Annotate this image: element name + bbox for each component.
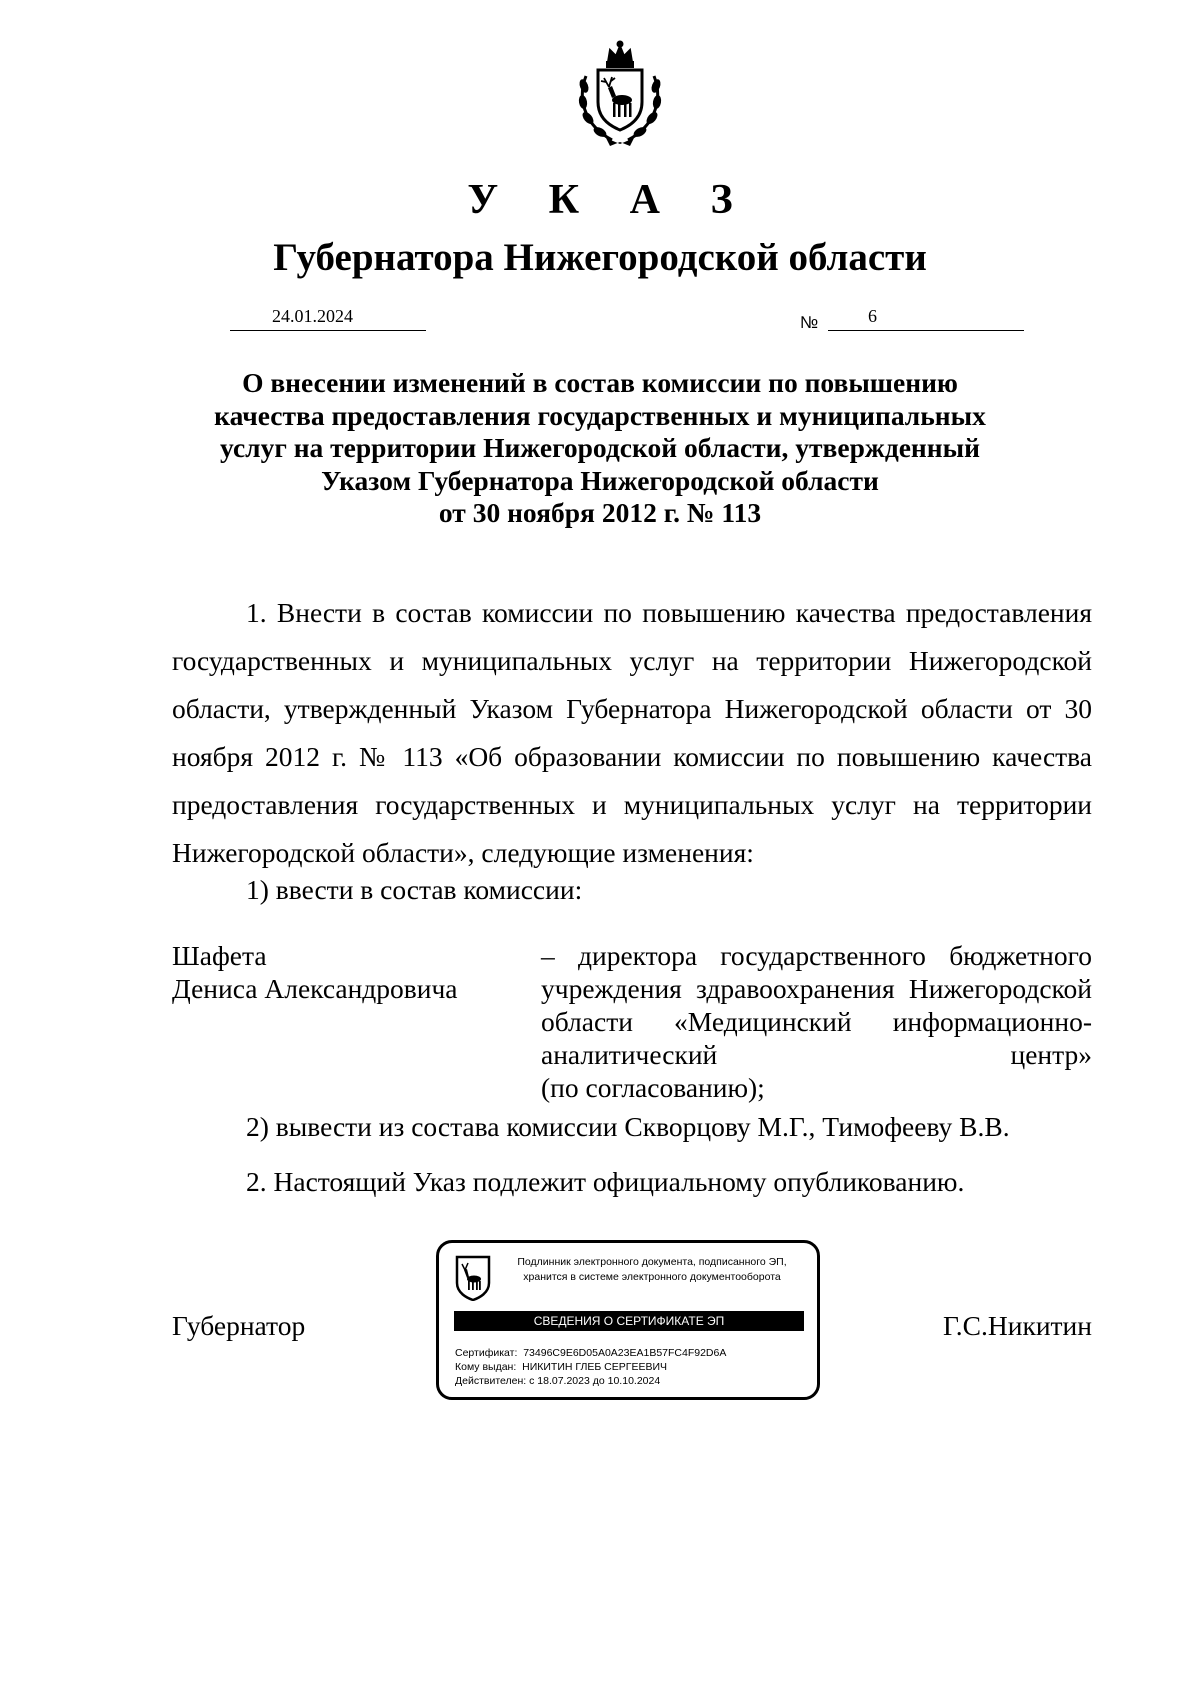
person-role-note: (по согласованию); [541,1072,765,1103]
document-type-title: У К А З [467,177,753,223]
document-date: 24.01.2024 [272,306,353,326]
subject-line: Указом Губернатора Нижегородской области [321,464,879,496]
person-role: – директора государственного бюджетного учреждения здравоохранения Нижегородской области «Медицинский информационно-аналитический центр» [541,940,1092,1070]
stamp-emblem-icon [455,1255,491,1301]
subject-line: услуг на территории Нижегородской области, утвержденный [220,432,980,463]
paragraph-1: 1. Внести в состав комиссии по повышению качества предоставления государственных и муниципальных услуг на территории Нижегородской области, утвержденный Указом Губернатора Нижегородской области от 30 ноября 2012 г. № 113 «Об образовании комиссии по повышению качества предоставления государственных и муниципальных услуг на территории Нижегородской области», следующие изменения: [172,597,1092,868]
paragraph-2: 2. Настоящий Указ подлежит официальному опубликованию. [246,1166,965,1197]
document-subject [160,367,1040,530]
person-description [541,939,1092,1104]
signatory-name: Г.С.Никитин [943,1310,1092,1341]
valid-label: Действителен: [455,1375,527,1387]
person-name [172,939,512,1005]
valid-value: с 18.07.2023 до 10.10.2024 [529,1375,661,1387]
item-1: 1) ввести в состав комиссии: [246,874,583,905]
number-field [828,308,1024,331]
owner-label: Кому выдан: [455,1361,517,1373]
person-given-names: Дениса Александровича [172,973,458,1004]
document-number: 6 [868,306,877,326]
signatory-position: Губернатор [172,1310,306,1341]
subject-line: качества предоставления государственных и муниципальных [214,399,986,431]
person-surname: Шафета [172,940,267,971]
document-issuer-title: Губернатора Нижегородской области [273,236,927,279]
stamp-note [497,1255,807,1285]
electronic-signature-stamp [436,1240,820,1400]
stamp-note-line: Подлинник электронного документа, подписанного ЭП, [517,1256,787,1268]
subject-line: от 30 ноября 2012 г. № 113 [438,497,762,528]
stamp-certificate-header: СВЕДЕНИЯ О СЕРТИФИКАТЕ ЭП [454,1311,804,1331]
item-2: 2) вывести из состава комиссии Скворцову М.Г., Тимофееву В.В. [246,1111,1010,1142]
cert-label: Сертификат: [455,1347,518,1359]
date-field [230,308,426,331]
stamp-certificate-info [455,1346,726,1388]
owner-value: НИКИТИН ГЛЕБ СЕРГЕЕВИЧ [522,1361,668,1373]
cert-value: 73496C9E6D05A0A23EA1B57FC4F92D6A [523,1347,727,1359]
stamp-note-line: хранится в системе электронного документооборота [523,1271,781,1283]
coat-of-arms-emblem [572,40,668,148]
subject-line: О внесении изменений в состав комиссии по повышению [242,367,958,398]
number-label: № [800,313,819,332]
